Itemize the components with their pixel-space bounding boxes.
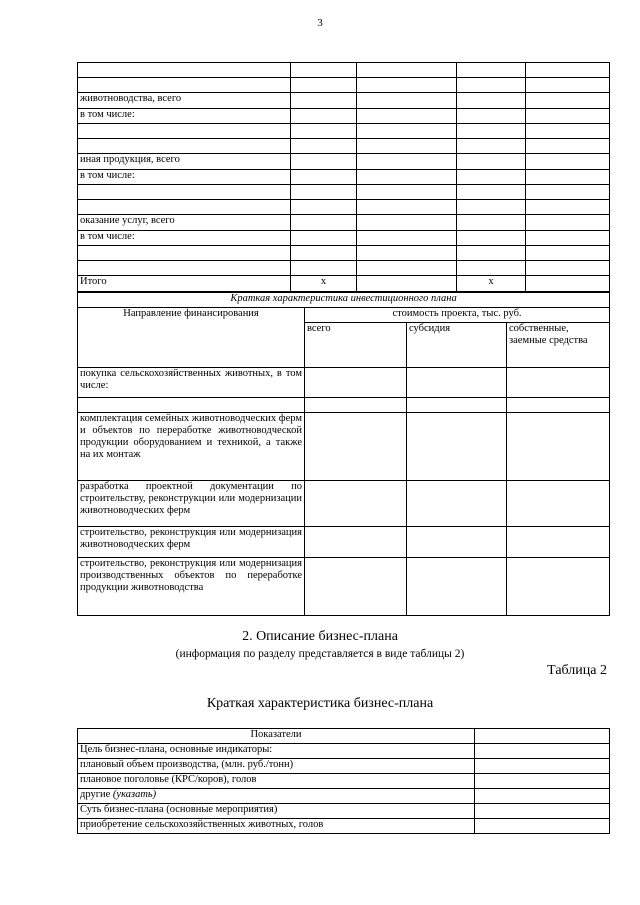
table-row — [78, 398, 610, 413]
table-row — [78, 231, 610, 246]
row-label — [78, 246, 291, 261]
table-row — [78, 109, 610, 124]
direction-cell — [78, 398, 305, 413]
investment-plan-table — [77, 292, 610, 616]
page-number: 3 — [317, 17, 323, 29]
indicator-cell: приобретение сельскохозяйственных животных, голов — [78, 819, 475, 834]
row-label: в том числе: — [78, 170, 291, 185]
table-row — [78, 154, 610, 170]
row-label: иная продукция, всего — [78, 154, 291, 170]
row-label: животноводства, всего — [78, 93, 291, 109]
subsidy-header: субсидия — [407, 323, 507, 368]
row-label — [78, 139, 291, 154]
table-row — [78, 744, 610, 759]
table-label: Таблица 2 — [547, 663, 607, 678]
table-row — [78, 481, 610, 527]
row-label: в том числе: — [78, 109, 291, 124]
total-mark: х — [457, 276, 526, 292]
row-label — [78, 200, 291, 215]
table-row — [78, 215, 610, 231]
table-row — [78, 527, 610, 558]
total-mark: х — [291, 276, 357, 292]
row-label — [78, 124, 291, 139]
direction-cell: комплектация семейных животноводческих ферм и объектов по переработке животноводческой продукции оборудованием и техникой, а также на их монтаж — [78, 413, 305, 481]
table-row — [78, 246, 610, 261]
row-label — [78, 261, 291, 276]
business-plan-table — [77, 728, 610, 834]
table-row — [78, 759, 610, 774]
table-row — [78, 63, 610, 78]
cost-header: стоимость проекта, тыс. руб. — [305, 308, 610, 323]
row-label: оказание услуг, всего — [78, 215, 291, 231]
total-label: Итого — [78, 276, 291, 292]
direction-cell: покупка сельскохозяйственных животных, в том числе: — [78, 368, 305, 398]
total-header: всего — [305, 323, 407, 368]
row-label — [78, 63, 291, 78]
table-row — [78, 185, 610, 200]
table-row — [78, 789, 610, 804]
indicator-cell: Суть бизнес-плана (основные мероприятия) — [78, 804, 475, 819]
total-row — [78, 276, 610, 292]
table-row — [78, 124, 610, 139]
other-suffix: (указать) — [112, 789, 157, 800]
indicators-header: Показатели — [78, 729, 475, 744]
table-row — [78, 368, 610, 398]
row-label — [78, 78, 291, 93]
table-row — [78, 139, 610, 154]
direction-cell: строительство, реконструкция или модернизация производственных объектов по переработке продукции животноводства — [78, 558, 305, 616]
indicator-cell: плановое поголовье (КРС/коров), голов — [78, 774, 475, 789]
indicator-cell: Цель бизнес-плана, основные индикаторы: — [78, 744, 475, 759]
direction-header: Направление финансирования — [78, 308, 305, 368]
table-row — [78, 261, 610, 276]
other-label: другие — [80, 789, 111, 800]
direction-cell: строительство, реконструкция или модернизация животноводческих ферм — [78, 527, 305, 558]
table-row — [78, 200, 610, 215]
table-row — [78, 804, 610, 819]
table-row — [78, 558, 610, 616]
production-table — [77, 62, 610, 292]
table-row — [78, 774, 610, 789]
own-funds-header: собственные, заемные средства — [507, 323, 610, 368]
table-row — [78, 413, 610, 481]
direction-cell: разработка проектной документации по строительству, реконструкции или модернизации животноводческих ферм — [78, 481, 305, 527]
row-label — [78, 185, 291, 200]
table-row — [78, 170, 610, 185]
indicator-cell — [78, 789, 475, 804]
table-row — [78, 93, 610, 109]
row-label: в том числе: — [78, 231, 291, 246]
table-title: Краткая характеристика бизнес-плана — [206, 696, 434, 711]
section-note: (информация по разделу представляется в виде таблицы 2) — [175, 648, 465, 660]
investment-plan-title: Краткая характеристика инвестиционного плана — [78, 293, 610, 308]
indicator-cell: плановый объем производства, (млн. руб./тонн) — [78, 759, 475, 774]
table-row — [78, 819, 610, 834]
table-row — [78, 78, 610, 93]
section-title: 2. Описание бизнес-плана — [242, 629, 398, 644]
